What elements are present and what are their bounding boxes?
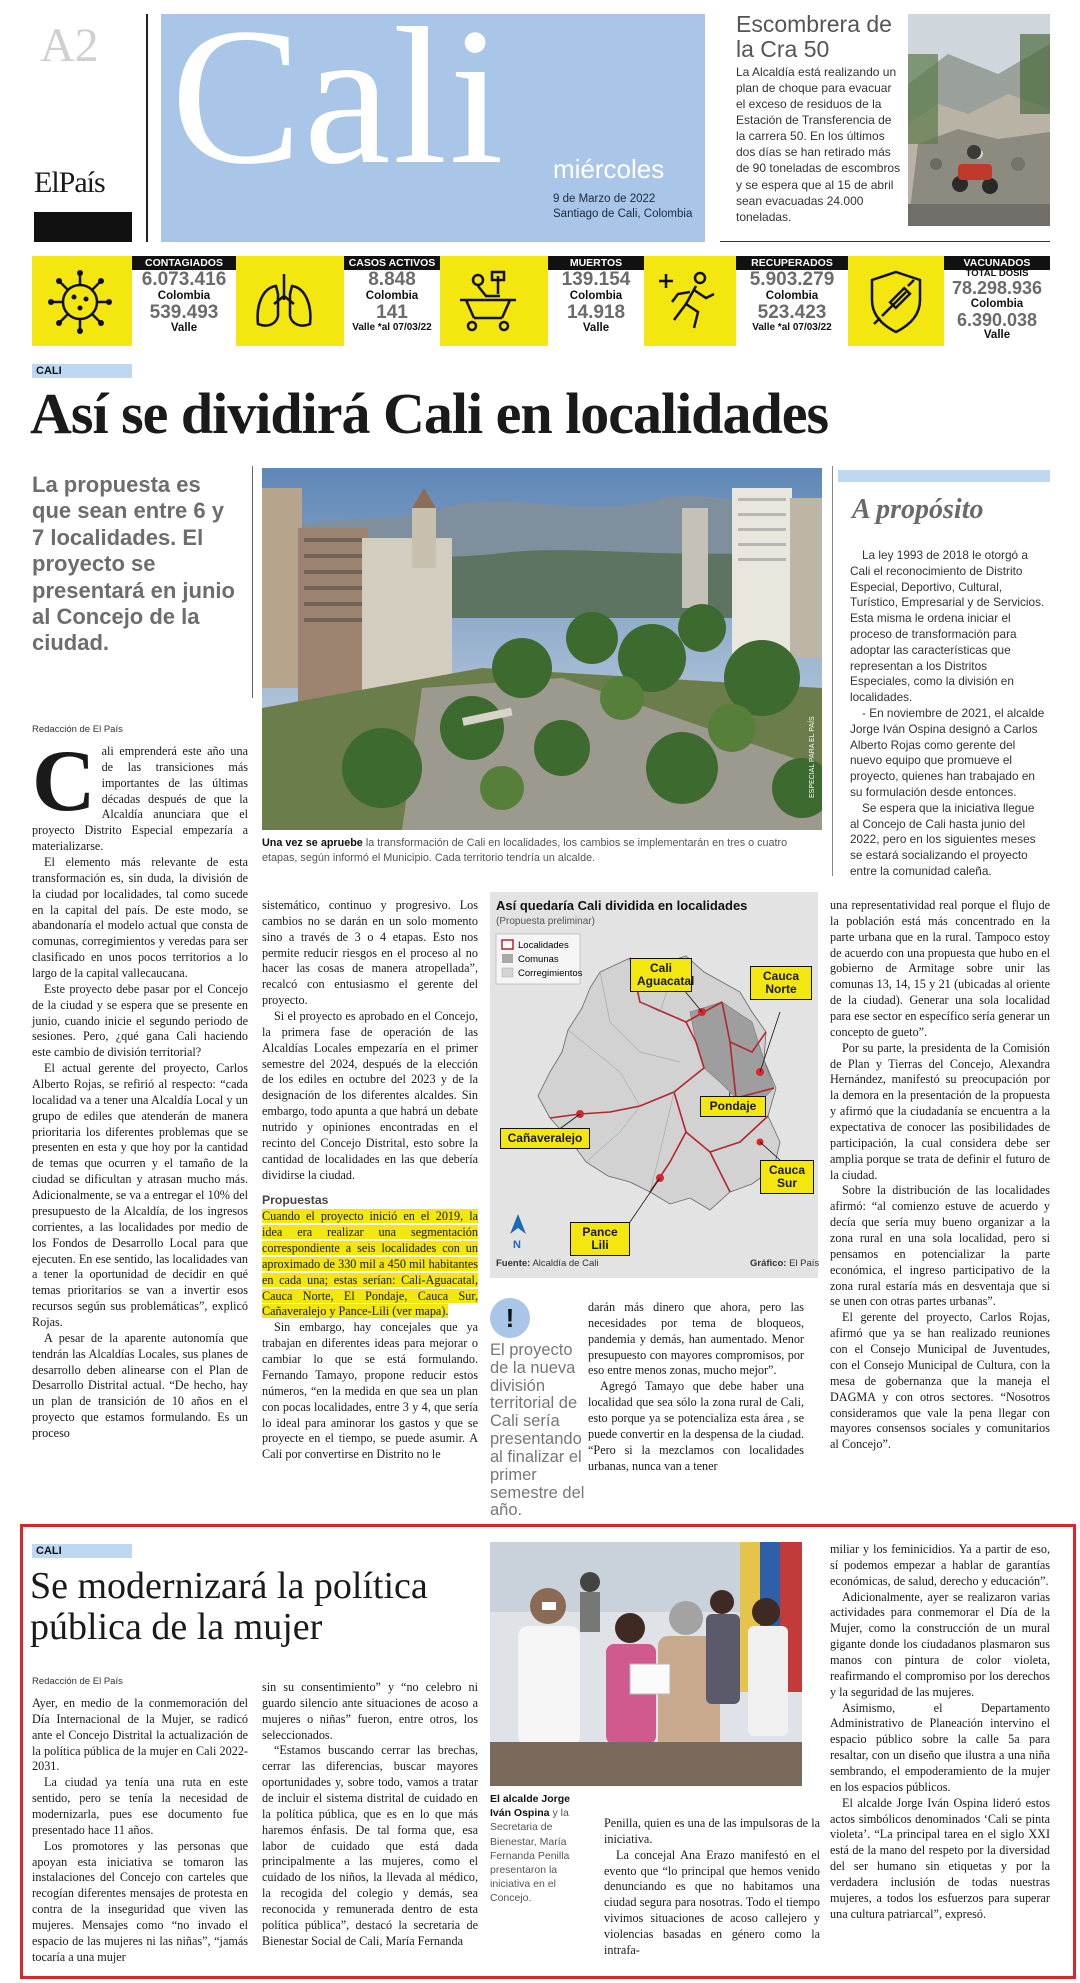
article-paragraph: El actual gerente del proyecto, Carlos Alberto Rojas, se refirió al respecto: “cada localidad va a tener una Alcaldía Local y un grupo de ediles que atenderán de manera prioritaria los diferentes problemas que se presenten en esta y que hoy por la cantidad de temas que ocurren y el tamaño de la ciudad se dificultan y atrasan mucho más. Adicionalmente, se va a entregar el 10% del presupuesto de la Alcaldía, de los ingresos corrientes, a las localidades por medio de los Fondos de Desarrollo Local para que ejecuten. En ese sentido, las localidades van a tener la oportunidad de decidir en qué temas prioritarios se van a invertir esos recursos según sus problemáticas”, explicó Rojas. <box>32 1061 248 1329</box>
stat-colombia-label: Colombia <box>970 298 1024 311</box>
virus-icon <box>44 266 116 338</box>
masthead-divider <box>146 14 148 242</box>
article-column-2 <box>262 898 478 1463</box>
article-paragraph: Asimismo, el Departamento Administrativo de Planeación intervino el espacio público sobre la calle 5a para resaltar, con un diseño que ilustra a una niña sembrando, el empoderamiento de la mujer en los espacios públicos. <box>830 1700 1050 1794</box>
main-headline: Así se dividirá Cali en localidades <box>30 381 829 446</box>
map-subtitle: (Propuesta preliminar) <box>496 916 595 927</box>
byline: Redacción de El País <box>32 724 123 735</box>
photo-credit: ESPECIAL PARA EL PAÍS <box>809 716 816 798</box>
stat-valle-value: 539.493 <box>149 301 219 323</box>
article-paragraph: Sin embargo, hay concejales que ya trabajan en diferentes ideas para mejorar o cambiar lo que se está formulando. Fernando Tamayo, propone reducir estos números, “en la medida en que sea un plan con pocas localidades, entre 3 y 4, que sería lo ideal para aminorar los gastos y que se proyecte en el tiempo, se puede asumir. A Cali por convertirse en Distrito no le <box>262 1320 478 1462</box>
stat-vacunados <box>848 256 1050 346</box>
legend-corregimientos: Corregimientos <box>518 968 583 979</box>
stat-casos-activos <box>236 256 440 346</box>
map-graphic-credit <box>750 1258 819 1269</box>
north-arrow: N <box>513 1239 521 1251</box>
callout-cauca-norte: Cauca Norte <box>750 966 812 1000</box>
source-label: Fuente: <box>496 1258 531 1269</box>
stat-colombia-label: Colombia <box>157 289 211 302</box>
article-paragraph: Este proyecto debe pasar por el Concejo de la ciudad y se espera que se presente en junio, cuando inicie el segundo periodo de sesiones. Pero, ¿qué gana Cali haciendo este cambio de división territorial? <box>32 981 248 1060</box>
callout-cauca-sur: Cauca Sur <box>760 1160 814 1194</box>
stat-colombia-value: 8.848 <box>368 269 416 290</box>
article-paragraph: El gerente del proyecto, Carlos Rojas, afirmó que ya se han realizado reuniones con el Consejo Municipal de Juventudes, con el Consejo Municipal de Cultura, con la mesa de gobernanza que la maneja el DAGMA y con otros sectores. “Nosotros consideramos que vale la pena llegar con mayores consensos sociales y comunitarios al Concejo”. <box>830 1310 1050 1452</box>
map-source <box>496 1258 598 1269</box>
stat-colombia-value: 139.154 <box>561 269 631 290</box>
stat-muertos <box>440 256 644 346</box>
article-column-5 <box>830 898 1050 1453</box>
article-paragraph: darán más dinero que ahora, pero las necesidades por tema de bloqueos, pandemia y demás, han aumentado. Menor presupuesto con mayores compromisos, por eso entre menos zonas, mucho mejor”. <box>588 1300 804 1378</box>
stat-label: CONTAGIADOS <box>132 256 236 270</box>
stat-valle-value: 141 <box>376 301 408 323</box>
stat-valle-label: Valle *al 07/03/22 <box>752 321 832 333</box>
article-paragraph: miliar y los feminicidios. Ya a partir de eso, sí podemos empezar a hablar de garantías económicas, de salud, derecho y educación”. <box>830 1542 1050 1588</box>
graphic-label: Gráfico: <box>750 1258 787 1269</box>
drop-cap: C <box>32 733 96 830</box>
exclamation-icon: ! <box>490 1298 530 1338</box>
caption-lead: Una vez se apruebe <box>262 837 363 849</box>
story-deck: La propuesta es que sean entre 6 y 7 localidades. El proyecto se presentará en junio al Concejo de la ciudad. <box>32 472 235 656</box>
syringe-shield-icon <box>860 266 932 338</box>
story2-column-3 <box>604 1816 820 1959</box>
article-paragraph: Por su parte, la presidenta de la Comisión de Plan y Tierras del Concejo, Alexandra Hernández, manifestó su preocupación por la demora en la presentación de la propuesta y afirmó que la ciudadanía se encuentra a la expectativa de conocer las posibilidades de participación, la cual considera debe ser amplia porque se trata de definir el futuro de la ciudad. <box>830 1040 1050 1182</box>
stat-label: RECUPERADOS <box>736 256 848 270</box>
stat-colombia-label: Colombia <box>765 289 819 302</box>
article-paragraph: una representatividad real porque el flujo de la población está más concentrado en la parte urbana que en la rural. Tampoco estoy de acuerdo con una propuesta que hubo en el gobierno de Armitage sobre unir las comunas 13, 14, 15 y 21 (ubicadas al oriente de la ciudad). Generar una sola localidad para ese sector en específico sería generar un concepto de gueto”. <box>830 898 1050 1039</box>
sidebar-body: La Alcaldía está realizando un plan de choque para evacuar el exceso de residuos de la Estación de Transferencia de la carrera 50. En los últimos dos días se han retirado más de 90 toneladas de escombros y se espera que al 15 de abril sean evacuadas 24.000 toneladas. <box>736 65 901 224</box>
stretcher-icon <box>452 266 524 338</box>
covid-stats-bar <box>32 256 1050 346</box>
article-paragraph: El alcalde Jorge Iván Ospina lideró estos actos simbólicos denominados ‘Cali se pinta violeta’. “La principal tarea en el siglo XXI está de la mano del respeto por la diversidad del ser humano sin etiquetas y por la verdadera inclusión de todas nuestras mujeres, a todos los esfuerzos para superar una cultura patriarcal”, expresó. <box>830 1795 1050 1921</box>
pull-quote: El proyecto de la nueva división territorial de Cali sería presentando al finalizar el primer semestre del año. <box>490 1341 585 1520</box>
running-person-icon <box>656 266 728 338</box>
proposito-paragraph: - En noviembre de 2021, el alcalde Jorge Iván Ospina designó a Carlos Alberto Rojas como gerente del nuevo equipo que promueve el proyecto, quienes han trabajado en su formulación desde entonces. <box>850 705 1045 799</box>
proposito-paragraph: Se espera que la iniciativa llegue al Concejo de Cali hasta junio del 2022, pero en los siguientes meses se estará socializando el proyecto entre la comunidad caleña. <box>850 800 1036 878</box>
callout-pondaje: Pondaje <box>700 1096 766 1117</box>
proposito-paragraph: La ley 1993 de 2018 le otorgó a Cali el reconocimiento de Distrito Especial, Deportivo, Cultural, Turístico, Empresarial y de Servicios. Esta misma le ordena iniciar el proceso de transformación para adoptar las características que representan a los Distritos Especiales, como la división en localidades. <box>850 548 1045 705</box>
story2-column-2 <box>262 1680 478 1950</box>
stat-colombia-value: 5.903.279 <box>749 269 835 290</box>
article-paragraph: A pesar de la aparente autonomía que tendrán las Alcaldías Locales, sus planes de desarrollo deben alinearse con el Plan de Desarrollo Distrital actual. “De hecho, hay un plan de transición de 10 años en el proyecto que estamos formulando. Es un proceso <box>32 1330 248 1440</box>
article-paragraph: Sobre la distribución de las localidades afirmó: “al comienzo estuve de acuerdo y decía que sería muy bueno organizar a la zona rural en una sola localidad, pero si pensamos en potencializar la parte económica, el ingreso participativo de la zona rural estaría más en desventaja que si se unen con otras partes urbanas”. <box>830 1183 1050 1309</box>
proposito-body <box>850 548 1046 880</box>
lungs-icon <box>248 266 320 338</box>
stat-recuperados <box>644 256 848 346</box>
stat-valle-label: Valle <box>170 321 198 334</box>
source-text: Alcaldía de Cali <box>532 1258 599 1269</box>
stat-valle-label: Valle <box>582 321 610 334</box>
sidebar-accent-bar <box>838 470 1050 482</box>
newspaper-logo: ElPaís <box>34 166 105 199</box>
section-masthead <box>161 14 705 242</box>
subhead: Propuestas <box>262 1193 329 1208</box>
article-column-1 <box>32 733 248 1442</box>
article-paragraph: Adicionalmente, ayer se realizaron varias actividades para conmemorar el Día de la Mujer, como la construcción de un mural gigante donde los ciudadanos plasmaron sus manos con pintura de color violeta, reafirmando el compromiso por los derechos y la seguridad de las mujeres. <box>830 1589 1050 1699</box>
article-paragraph: Ayer, en medio de la conmemoración del Día Internacional de la Mujer, se radicó ante el Concejo Distrital la actualización de la política pública de la mujer en Cali 2022-2031. <box>32 1696 248 1774</box>
stat-label: VACUNADOS <box>944 256 1050 270</box>
stat-colombia-value: 78.298.936 <box>951 278 1043 299</box>
graphic-text: El País <box>789 1258 820 1269</box>
stat-valle-value: 523.423 <box>757 301 827 323</box>
city-photo <box>262 468 822 830</box>
legend-localidades: Localidades <box>518 940 569 951</box>
stat-note: TOTAL DOSIS <box>965 268 1029 279</box>
article-paragraph: sistemático, continuo y progresivo. Los cambios no se darán en un solo momento sino a través de 3 o 4 etapas. Esto nos permite reducir riesgos en el proceso al no hacer las cosas de manera atropellada”, recalcó con entusiasmo el gerente del proyecto. <box>262 898 478 1008</box>
stat-colombia-value: 6.073.416 <box>141 269 227 290</box>
stat-valle-label: Valle <box>983 328 1011 341</box>
article-paragraph: Penilla, quien es una de las impulsoras de la iniciativa. <box>604 1816 820 1846</box>
stat-valle-label: Valle *al 07/03/22 <box>352 321 432 333</box>
callout-cali-aguacatal: Cali Aguacatal <box>630 958 692 992</box>
stat-label: MUERTOS <box>548 256 644 270</box>
event-photo <box>490 1542 802 1786</box>
article-paragraph: Los promotores y las personas que apoyan esta iniciativa se tomaron las instalaciones del Concejo con carteles que recogían diferentes mensajes de protesta en contra de la inseguridad que viven las mujeres. Mensajes como “no invado el espacio de las mujeres ni las niñas”, “jamás tocaría a una mujer <box>32 1838 248 1964</box>
stat-colombia-label: Colombia <box>569 289 623 302</box>
section-title: Cali <box>171 14 506 205</box>
page-number: A2 <box>40 19 99 72</box>
column-divider <box>252 466 253 698</box>
legend-comunas: Comunas <box>518 954 559 965</box>
article-paragraph: El elemento más relevante de esta transformación es, sin duda, la división de la ciudad por localidades, tal como sucede en la capital del país. De este modo, se abandonaría el modelo actual que consta de comunas, corregimientos y veredas para ser clasificado en unos pocos territorios a lo largo de la capital vallecaucana. <box>32 855 248 981</box>
highlighted-paragraph: Cuando el proyecto inició en el 2019, la idea era realizar una segmentación correspondiente a seis localidades con un aproximado de 330 mil a 450 mil habitantes en cada una; estas serían: Cali-Aguacatal, Cauca Norte, El Pondaje, Cauca Sur, Cañaveralejo y Pance-Lili (ver mapa). <box>262 1209 478 1319</box>
article-paragraph: “Estamos buscando cerrar las brechas, cerrar las diferencias, buscar mayores oportunidades y, sobre todo, vamos a tratar de incluir el sistema distrital de cuidado en la política pública, que es en lo que más haremos énfasis. De tal forma que, esa labor de cuidado que está dada principalmente a las mujeres, como el cuidado de los niños, la llevada al médico, la recogida del colegio y demás, sea reconocida y remunerada dentro de esta política pública”, destacó la secretaria de Bienestar Social de Cali, María Fernanda <box>262 1743 478 1948</box>
story2-column-4 <box>830 1542 1050 1923</box>
masthead-date <box>553 192 692 222</box>
sidebar-photo <box>908 14 1050 226</box>
story2-column-1 <box>32 1696 248 1966</box>
article-paragraph: La ciudad ya tenía una ruta en este sentido, pero se tenía la necesidad de modernizarla, pues ese documento fue presentado hace 11 años. <box>32 1775 248 1837</box>
article-paragraph: La concejal Ana Erazo manifestó en el evento que “lo principal que hemos venido denunciando es que no habitamos una ciudad segura para nosotras. Todo el tiempo vivimos situaciones de acoso callejero y violencias basadas en género como la intrafa- <box>604 1847 820 1957</box>
stat-label: CASOS ACTIVOS <box>344 256 440 270</box>
section-tag: CALI <box>32 364 132 378</box>
callout-canaveralejo: Cañaveralejo <box>500 1128 590 1149</box>
stat-contagiados <box>32 256 236 346</box>
map-graphic <box>490 892 818 1278</box>
byline: Redacción de El País <box>32 1676 123 1687</box>
article-paragraph: Si el proyecto es aprobado en el Concejo, la primera fase de operación de las Alcaldías Locales empezaría en el primer semestre del 2024, después de la elección de los ediles en octubre del 2023 y de la designación de los diferentes alcaldes. Sin embargo, todo apunta a que habrá un debate nutrido y opiniones encontradas en el recinto del Concejo Distrital, esto sobre la cantidad de localidades en las que debería dividirse la ciudad. <box>262 1009 478 1182</box>
map-title: Así quedaría Cali dividida en localidades <box>496 898 748 913</box>
place-text: Santiago de Cali, Colombia <box>553 207 693 220</box>
logo-bar <box>34 212 132 242</box>
date-text: 9 de Marzo de 2022 <box>553 193 656 205</box>
section-tag: CALI <box>32 1544 132 1558</box>
story2-headline: Se modernizará la política pública de la mujer <box>30 1565 428 1649</box>
caption-text: y la Secretaria de Bienestar, María Fernanda Penilla presentaron la iniciativa en el Concejo. <box>490 1807 570 1905</box>
photo-caption <box>490 1792 590 1905</box>
masthead-day: miércoles <box>553 154 665 184</box>
photo-caption <box>262 836 822 866</box>
article-column-4 <box>588 1300 804 1474</box>
proposito-title: A propósito <box>852 494 984 525</box>
stat-valle-value: 6.390.038 <box>956 309 1038 330</box>
caption-lead: El alcalde Jorge Iván Ospina <box>490 1793 570 1820</box>
article-paragraph: ali emprenderá este año una de las transiciones más importantes de las últimas décadas después de que la Alcaldía anunciara que el proyecto Distrito Especial empezaría a materializarse. <box>32 744 248 854</box>
sidebar-title: Escombrera de la Cra 50 <box>736 11 892 63</box>
caption-text: la transformación de Cali en localidades, los cambios se implementarán en tres o cuatro etapas, según informó el Municipio. Cada territorio tendría un alcalde. <box>262 837 788 864</box>
article-paragraph: sin su consentimiento” y “no celebro ni guardo silencio ante situaciones de acoso a mujeres o niñas” fueron, entre otros, los seleccionados. <box>262 1680 478 1742</box>
article-paragraph: Agregó Tamayo que debe haber una localidad que sea sólo la zona rural de Cali, esto porque ya se potencializa esta área , se puede convertir en la despensa de la ciudad. “Pero si la mezclamos con localidades urbanas, nunca van a tener <box>588 1379 804 1473</box>
stat-colombia-label: Colombia <box>365 289 419 302</box>
stat-valle-value: 14.918 <box>566 301 626 323</box>
callout-pance-lili: Pance Lili <box>570 1222 630 1256</box>
column-divider <box>832 466 833 876</box>
